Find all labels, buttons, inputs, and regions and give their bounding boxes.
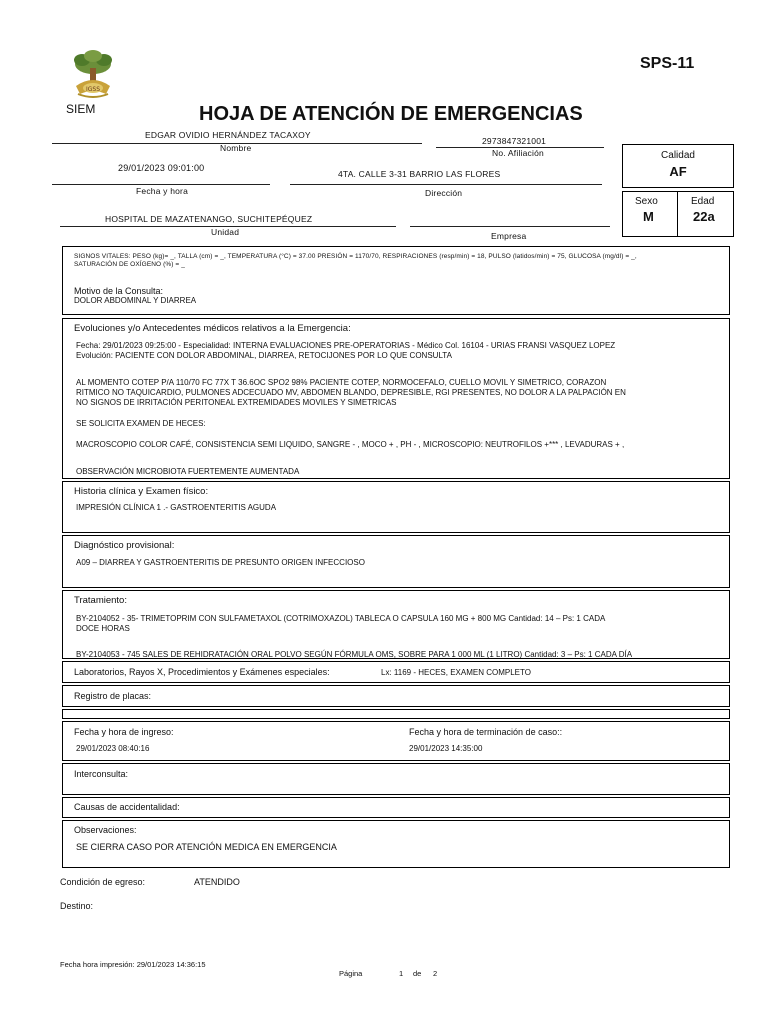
evolution-line: OBSERVACIÓN MICROBIOTA FUERTEMENTE AUMENTADA bbox=[76, 467, 300, 476]
divider bbox=[290, 184, 602, 185]
admission-value: 29/01/2023 08:40:16 bbox=[76, 744, 150, 753]
quality-box bbox=[622, 144, 734, 188]
evolution-line: Fecha: 29/01/2023 09:25:00 - Especialidad: INTERNA EVALUACIONES PRE-OPERATORIAS - Médico Col. 16104 - URIAS FRANSI VASQUEZ LOPEZ bbox=[76, 341, 616, 350]
evolution-line: MACROSCOPIO COLOR CAFÉ, CONSISTENCIA SEMI LIQUIDO, SANGRE - , MOCO + , PH - , MICROSCOPIO: NEUTROFILOS +*** , LEVADURAS + , bbox=[76, 440, 625, 449]
treatment-section bbox=[62, 590, 730, 659]
affiliation-label: No. Afiliación bbox=[492, 148, 544, 158]
unit-label: Unidad bbox=[211, 227, 240, 237]
svg-text:IGSS: IGSS bbox=[85, 86, 101, 93]
divider bbox=[52, 184, 270, 185]
form-code: SPS-11 bbox=[640, 55, 695, 72]
accident-section bbox=[62, 797, 730, 818]
diagnosis-label: Diagnóstico provisional: bbox=[74, 540, 175, 551]
times-section bbox=[62, 721, 730, 761]
company-label: Empresa bbox=[491, 231, 527, 241]
destination-label: Destino: bbox=[60, 901, 94, 911]
treatment-line: BY-2104053 - 745 SALES DE REHIDRATACIÓN ORAL POLVO SEGÚN FÓRMULA OMS, SOBRE PARA 1 000 ML (1 LITRO) Cantidad: 3 – Ps: 1 CADA DÍA bbox=[76, 650, 633, 659]
labs-label: Laboratorios, Rayos X, Procedimientos y Exámenes especiales: bbox=[74, 667, 330, 677]
age-label: Edad bbox=[691, 196, 715, 207]
closure-value: 29/01/2023 14:35:00 bbox=[409, 744, 483, 753]
attention-datetime: 29/01/2023 09:01:00 bbox=[118, 163, 205, 173]
plates-label: Registro de placas: bbox=[74, 691, 152, 701]
print-timestamp: Fecha hora impresión: 29/01/2023 14:36:15 bbox=[60, 960, 206, 969]
diagnosis-text: A09 – DIARREA Y GASTROENTERITIS DE PRESUNTO ORIGEN INFECCIOSO bbox=[76, 558, 365, 567]
page-title: HOJA DE ATENCIÓN DE EMERGENCIAS bbox=[199, 103, 583, 125]
observations-section bbox=[62, 820, 730, 868]
exit-condition-label: Condición de egreso: bbox=[60, 877, 146, 887]
treatment-line: DOCE HORAS bbox=[76, 624, 130, 633]
evolution-line: AL MOMENTO COTEP P/A 110/70 FC 77X T 36.6OC SPO2 98% PACIENTE COTEP, NORMOCEFALO, CUELLO MOVIL Y SIMETRICO, CORAZON bbox=[76, 378, 607, 387]
quality-label: Calidad bbox=[661, 150, 695, 161]
page-label: Página bbox=[339, 969, 363, 978]
age-value: 22a bbox=[693, 209, 715, 224]
quality-value: AF bbox=[669, 164, 687, 179]
evolution-line: SE SOLICITA EXAMEN DE HECES: bbox=[76, 419, 206, 428]
divider bbox=[410, 226, 610, 227]
sex-age-box bbox=[622, 191, 734, 237]
patient-name: EDGAR OVIDIO HERNÁNDEZ TACAXOY bbox=[145, 130, 311, 140]
affiliation-number: 2973847321001 bbox=[482, 136, 547, 146]
vitals-section bbox=[62, 246, 730, 315]
vitals-text: SIGNOS VITALES: PESO (kg)= _, TALLA (cm) = _, TEMPERATURA (°C) = 37.00 PRESIÓN = 1170/70, RESPIRACIONES (resp/min) = 18, PULSO (latidos/min) = 75, GLUCOSA (mg/dl) = _, bbox=[74, 253, 637, 260]
divider bbox=[677, 192, 678, 236]
evolutions-label: Evoluciones y/o Antecedentes médicos relativos a la Emergencia: bbox=[74, 323, 351, 334]
admission-label: Fecha y hora de ingreso: bbox=[74, 727, 174, 737]
vitals-text-2: SATURACIÓN DE OXÍGENO (%) = _ bbox=[74, 261, 185, 268]
history-label: Historia clínica y Examen físico: bbox=[74, 486, 209, 497]
address: 4TA. CALLE 3-31 BARRIO LAS FLORES bbox=[338, 169, 501, 179]
plates-section bbox=[62, 685, 730, 707]
interconsult-section bbox=[62, 763, 730, 795]
interconsult-label: Interconsulta: bbox=[74, 769, 129, 779]
datetime-label: Fecha y hora bbox=[136, 186, 189, 196]
page-of: de bbox=[413, 969, 422, 978]
page-total: 2 bbox=[433, 969, 438, 978]
diagnosis-section bbox=[62, 535, 730, 588]
org-name: SIEM bbox=[66, 102, 96, 116]
accident-label: Causas de accidentalidad: bbox=[74, 802, 180, 812]
separator-strip bbox=[62, 709, 730, 719]
evolutions-section bbox=[62, 318, 730, 479]
name-label: Nombre bbox=[220, 143, 252, 153]
evolution-line: Evolución: PACIENTE CON DOLOR ABDOMINAL, DIARREA, RETOCIJONES POR LO QUE CONSULTA bbox=[76, 351, 452, 360]
history-section bbox=[62, 481, 730, 533]
history-text: IMPRESIÓN CLÍNICA 1 .- GASTROENTERITIS AGUDA bbox=[76, 503, 277, 512]
observations-text: SE CIERRA CASO POR ATENCIÓN MEDICA EN EMERGENCIA bbox=[76, 842, 337, 852]
evolution-line: RITMICO NO TAQUICARDIO, PULMONES ADCECUADO MV, ABDOMEN BLANDO, DEPRESIBLE, RGI PRESENTES, NO DOLOR A LA PALPACIÓN EN bbox=[76, 388, 626, 397]
page-number: 1 bbox=[399, 969, 404, 978]
labs-value: Lx: 1169 - HECES, EXAMEN COMPLETO bbox=[381, 668, 531, 677]
observations-label: Observaciones: bbox=[74, 825, 137, 835]
motive-text: DOLOR ABDOMINAL Y DIARREA bbox=[74, 296, 197, 305]
treatment-label: Tratamiento: bbox=[74, 595, 127, 606]
sex-value: M bbox=[643, 209, 654, 224]
unit-name: HOSPITAL DE MAZATENANGO, SUCHITEPÉQUEZ bbox=[105, 214, 313, 224]
treatment-line: BY-2104052 - 35- TRIMETOPRIM CON SULFAMETAXOL (COTRIMOXAZOL) TABLECA O CAPSULA 160 MG + 800 MG Cantidad: 14 – Ps: 1 CADA bbox=[76, 614, 606, 623]
labs-section bbox=[62, 661, 730, 683]
address-label: Dirección bbox=[425, 188, 463, 198]
sex-label: Sexo bbox=[635, 196, 658, 207]
evolution-line: NO SIGNOS DE IRRITACIÓN PERITONEAL EXTREMIDADES MOVILES Y SIMETRICAS bbox=[76, 398, 397, 407]
closure-label: Fecha y hora de terminación de caso:: bbox=[409, 727, 563, 737]
motive-label: Motivo de la Consulta: bbox=[74, 286, 164, 296]
exit-condition-value: ATENDIDO bbox=[194, 877, 240, 887]
institution-logo bbox=[68, 48, 118, 100]
